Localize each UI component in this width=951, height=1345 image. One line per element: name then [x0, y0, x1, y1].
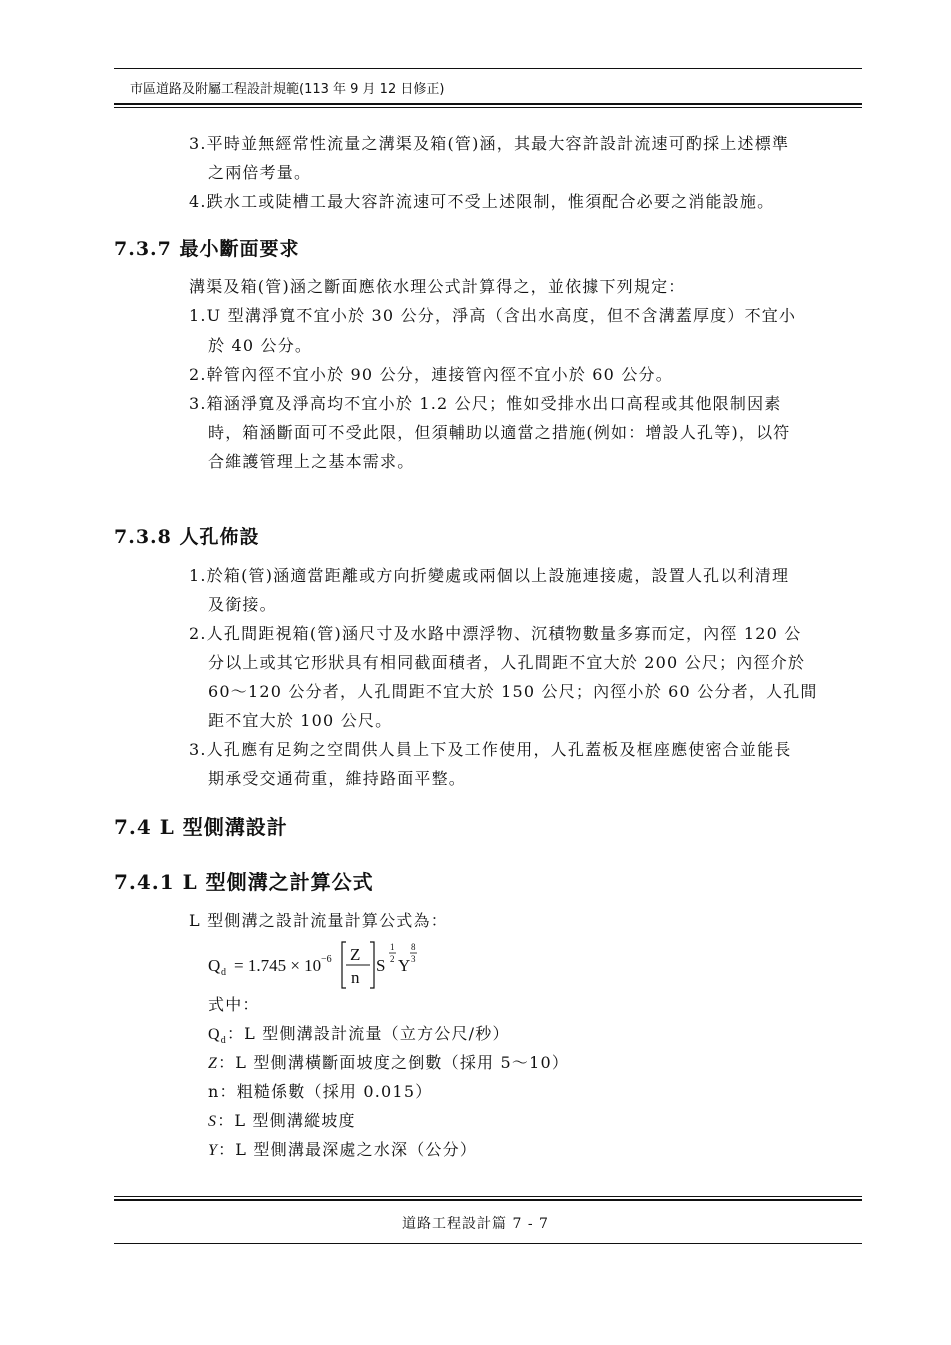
formula-lhs-sub: d — [221, 967, 226, 978]
heading-7-4: 7.4 L 型側溝設計 — [114, 815, 288, 839]
s737-item-1-line-2: 於 40 公分。 — [208, 336, 313, 355]
s741-intro: L 型側溝之設計流量計算公式為： — [189, 911, 448, 930]
s738-item-3-line-1: 3.人孔應有足夠之空間供人員上下及工作使用，人孔蓋板及框座應使密合並能長 — [189, 740, 792, 759]
list-item-3-line-2: 之兩倍考量。 — [208, 163, 312, 182]
header-rule-thick — [114, 103, 862, 105]
def-n: n：粗糙係數（採用 0.015） — [208, 1082, 433, 1101]
def-qd-sub: d — [220, 1035, 227, 1047]
header-rule-thin — [114, 68, 862, 69]
def-z-text: ：L 型側溝橫斷面坡度之倒數（採用 5～10） — [218, 1053, 570, 1072]
s737-intro: 溝渠及箱(管)涵之斷面應依水理公式計算得之，並依據下列規定： — [189, 277, 686, 296]
s738-item-3-line-2: 期承受交通荷重，維持路面平整。 — [208, 769, 467, 788]
s738-item-2-line-3: 60～120 公分者，人孔間距不宜大於 150 公尺；內徑小於 60 公分者，人孔間 — [208, 682, 818, 701]
def-qd-symbol: Q — [208, 1026, 221, 1043]
s737-item-2: 2.幹管內徑不宜小於 90 公分，連接管內徑不宜小於 60 公分。 — [189, 365, 673, 384]
def-qd — [208, 1024, 510, 1051]
flow-formula — [208, 938, 448, 994]
s737-item-1-line-1: 1.U 型溝淨寬不宜小於 30 公分，淨高（含出水高度，但不含溝蓋厚度）不宜小 — [189, 306, 797, 325]
where-label: 式中： — [208, 995, 260, 1014]
def-s-text: ：L 型側溝縱坡度 — [217, 1111, 356, 1130]
s737-item-3-line-3: 合維護管理上之基本需求。 — [208, 452, 415, 471]
running-header: 市區道路及附屬工程設計規範(113 年 9 月 12 日修正) — [130, 82, 445, 97]
heading-7-3-7: 7.3.7 最小斷面要求 — [114, 238, 300, 260]
footer-rule-bottom — [114, 1243, 862, 1244]
heading-7-3-8: 7.3.8 人孔佈設 — [114, 526, 260, 548]
def-z — [208, 1053, 569, 1074]
def-y-symbol: Y — [208, 1142, 219, 1159]
s738-item-2-line-4: 距不宜大於 100 公尺。 — [208, 711, 393, 730]
list-item-3-line-1: 3.平時並無經常性流量之溝渠及箱(管)涵，其最大容許設計流速可酌採上述標準 — [189, 134, 790, 153]
s737-item-3-line-2: 時，箱涵斷面可不受此限，但須輔助以適當之措施(例如：增設人孔等)，以符 — [208, 423, 791, 442]
formula-numerator: Z — [350, 945, 361, 964]
s-exp-den: 2 — [390, 954, 395, 964]
formula-exponent: −6 — [321, 954, 332, 965]
y-exp-num: 8 — [411, 942, 416, 952]
left-bracket — [342, 942, 346, 988]
footer-rule-thin — [114, 1196, 862, 1197]
def-y — [208, 1140, 477, 1161]
formula-coefficient: = 1.745 × 10 — [234, 956, 322, 975]
formula-y: Y — [398, 956, 411, 975]
s738-item-1-line-2: 及銜接。 — [208, 595, 277, 614]
s738-item-2-line-1: 2.人孔間距視箱(管)涵尺寸及水路中漂浮物、沉積物數量多寡而定，內徑 120 公 — [189, 624, 802, 643]
s738-item-1-line-1: 1.於箱(管)涵適當距離或方向折變處或兩個以上設施連接處，設置人孔以利清理 — [189, 566, 790, 585]
right-bracket — [370, 942, 374, 988]
formula-lhs: Q — [208, 956, 221, 975]
def-y-text: ：L 型側溝最深處之水深（公分） — [218, 1140, 478, 1159]
footer-rule-thick — [114, 1199, 862, 1201]
header-rule-thin-2 — [114, 107, 862, 108]
list-item-4: 4.跌水工或陡槽工最大容許流速可不受上述限制，惟須配合必要之消能設施。 — [189, 192, 775, 211]
def-qd-text: ：L 型側溝設計流量（立方公尺/秒） — [226, 1024, 510, 1043]
s-exp-num: 1 — [390, 942, 395, 952]
def-z-symbol: Z — [208, 1055, 219, 1072]
def-s-symbol: S — [208, 1113, 218, 1130]
s738-item-2-line-2: 分以上或其它形狀具有相同截面積者，人孔間距不宜大於 200 公尺；內徑介於 — [208, 653, 806, 672]
def-s — [208, 1111, 356, 1132]
heading-7-4-1: 7.4.1 L 型側溝之計算公式 — [114, 870, 374, 894]
y-exp-den: 3 — [411, 954, 416, 964]
s737-item-3-line-1: 3.箱涵淨寬及淨高均不宜小於 1.2 公尺；惟如受排水出口高程或其他限制因素 — [189, 394, 782, 413]
formula-s: S — [376, 956, 386, 975]
formula-denominator: n — [351, 968, 360, 987]
page-footer: 道路工程設計篇 7 - 7 — [402, 1216, 549, 1232]
